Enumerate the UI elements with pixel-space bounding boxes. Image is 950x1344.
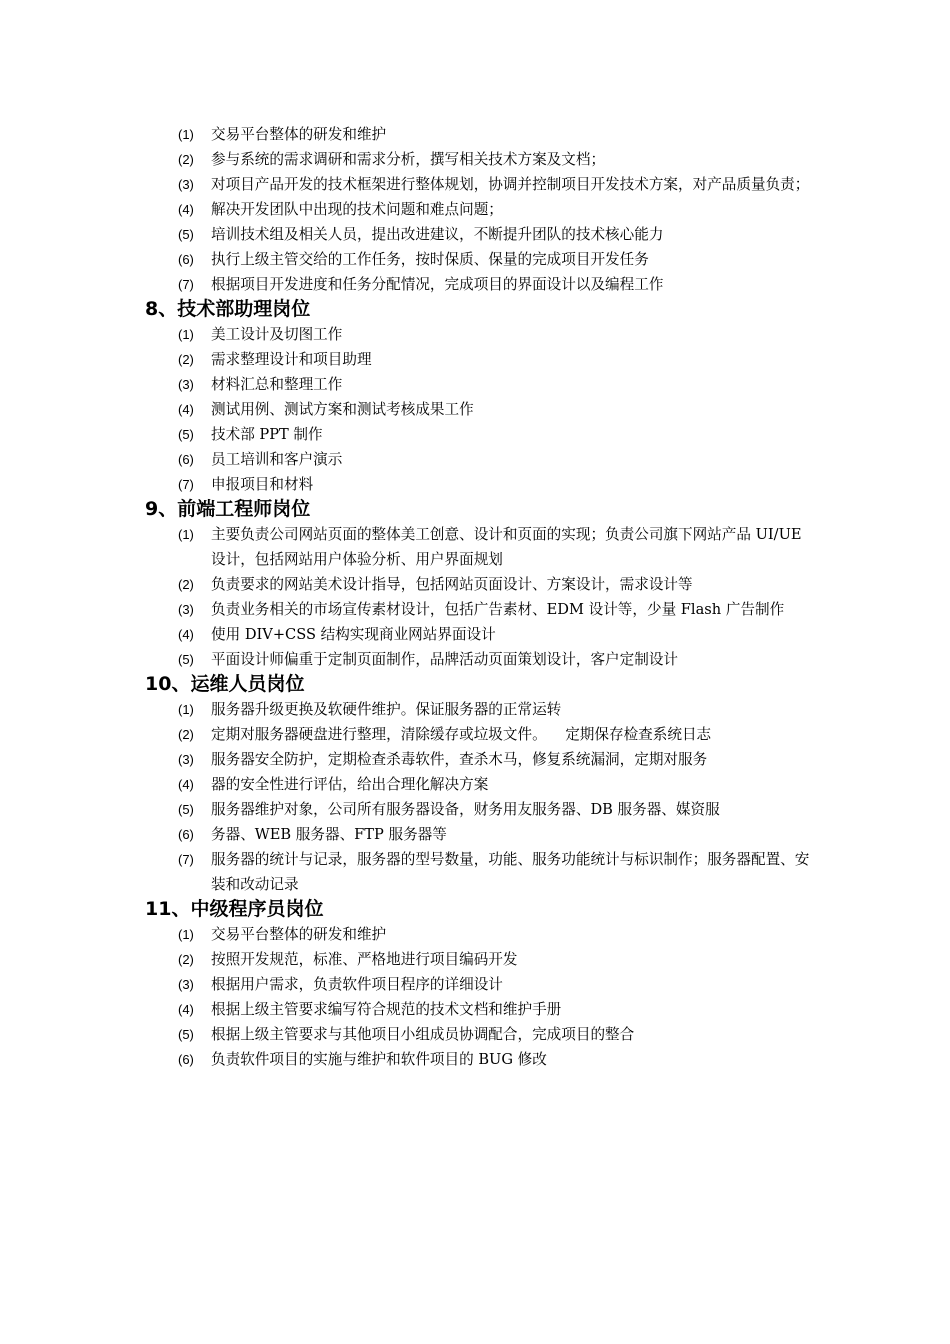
list-item (145, 147, 815, 172)
list-number: (1) (178, 127, 194, 142)
list-item (145, 597, 815, 622)
list-text: 负责业务相关的市场宣传素材设计，包括广告素材、EDM 设计等，少量 Flash 广告制作 (211, 601, 785, 618)
list-item (145, 947, 815, 972)
list-item (145, 572, 815, 597)
list-item (145, 972, 815, 997)
list-text: 美工设计及切图工作 (211, 326, 343, 343)
list-item (145, 922, 815, 947)
list-text: 负责要求的网站美术设计指导，包括网站页面设计、方案设计，需求设计等 (211, 576, 693, 593)
list-number: (2) (178, 727, 194, 742)
list-number: (3) (178, 752, 194, 767)
list-number: (1) (178, 702, 194, 717)
document-body (145, 122, 815, 1072)
list-text: 按照开发规范，标准、严格地进行项目编码开发 (211, 951, 518, 968)
section-heading: 9、前端工程师岗位 (145, 498, 311, 520)
list-number: (7) (178, 852, 194, 867)
list-item (145, 272, 815, 297)
section-heading: 11、中级程序员岗位 (145, 898, 324, 920)
list-number: (6) (178, 252, 194, 267)
list-text: 培训技术组及相关人员，提出改进建议，不断提升团队的技术核心能力 (211, 226, 664, 243)
list-text: 务器、WEB 服务器、FTP 服务器等 (211, 826, 447, 843)
list-item (145, 447, 815, 472)
list-text: 参与系统的需求调研和需求分析，撰写相关技术方案及文档； (211, 151, 606, 168)
list-text: 交易平台整体的研发和维护 (211, 926, 387, 943)
list-number: (4) (178, 402, 194, 417)
list-text: 使用 DIV+CSS 结构实现商业网站界面设计 (211, 626, 496, 643)
list-item (145, 122, 815, 147)
list-number: (3) (178, 602, 194, 617)
list-item (145, 997, 815, 1022)
list-item (145, 722, 815, 747)
intro-list (145, 122, 815, 297)
list-number: (7) (178, 277, 194, 292)
list-item (145, 1022, 815, 1047)
section-tech-assistant (145, 297, 815, 497)
list-number: (6) (178, 1052, 194, 1067)
section-frontend-engineer (145, 497, 815, 672)
list-number: (6) (178, 827, 194, 842)
list-item (145, 522, 815, 572)
list-text: 技术部 PPT 制作 (211, 426, 323, 443)
list-text: 根据上级主管要求编写符合规范的技术文档和维护手册 (211, 1001, 562, 1018)
list-text: 根据上级主管要求与其他项目小组成员协调配合，完成项目的整合 (211, 1026, 635, 1043)
list-text: 交易平台整体的研发和维护 (211, 126, 387, 143)
list-text: 需求整理设计和项目助理 (211, 351, 372, 368)
list-item (145, 747, 815, 772)
list-number: (5) (178, 802, 194, 817)
list-text: 负责软件项目的实施与维护和软件项目的 BUG 修改 (211, 1051, 547, 1068)
list-item (145, 172, 815, 197)
list-number: (3) (178, 377, 194, 392)
list-text: 主要负责公司网站页面的整体美工创意、设计和页面的实现；负责公司旗下网站产品 UI/UE 设计，包括网站用户体验分析、用户界面规划 (211, 526, 802, 568)
list-text: 平面设计师偏重于定制页面制作，品牌活动页面策划设计，客户定制设计 (211, 651, 679, 668)
list-item (145, 622, 815, 647)
list-item (145, 797, 815, 822)
section-ops-staff (145, 672, 815, 897)
list-number: (1) (178, 527, 194, 542)
list-text: 根据用户需求，负责软件项目程序的详细设计 (211, 976, 503, 993)
list-number: (4) (178, 202, 194, 217)
list-number: (5) (178, 652, 194, 667)
list-number: (5) (178, 227, 194, 242)
list-text: 服务器升级更换及软硬件维护。保证服务器的正常运转 (211, 701, 562, 718)
list-number: (2) (178, 152, 194, 167)
list-number: (4) (178, 1002, 194, 1017)
list-item (145, 847, 815, 897)
list-number: (5) (178, 427, 194, 442)
list-item (145, 347, 815, 372)
section-heading: 10、运维人员岗位 (145, 673, 305, 695)
list-number: (6) (178, 452, 194, 467)
list-item (145, 472, 815, 497)
list-text: 申报项目和材料 (211, 476, 314, 493)
list-number: (2) (178, 352, 194, 367)
list-item (145, 647, 815, 672)
list-number: (4) (178, 777, 194, 792)
list-number: (7) (178, 477, 194, 492)
section-mid-programmer (145, 897, 815, 1072)
list-item (145, 1047, 815, 1072)
list-text: 员工培训和客户演示 (211, 451, 343, 468)
list-text: 服务器的统计与记录，服务器的型号数量，功能、服务功能统计与标识制作；服务器配置、安装和改动记录 (211, 851, 810, 893)
list-text: 定期对服务器硬盘进行整理，清除缓存或垃圾文件。 定期保存检查系统日志 (211, 726, 712, 743)
list-number: (2) (178, 577, 194, 592)
list-text: 根据项目开发进度和任务分配情况，完成项目的界面设计以及编程工作 (211, 276, 664, 293)
list-item (145, 322, 815, 347)
list-number: (1) (178, 927, 194, 942)
list-item (145, 422, 815, 447)
list-number: (1) (178, 327, 194, 342)
list-number: (4) (178, 627, 194, 642)
list-number: (3) (178, 977, 194, 992)
list-item (145, 697, 815, 722)
list-item (145, 822, 815, 847)
list-text: 执行上级主管交给的工作任务，按时保质、保量的完成项目开发任务 (211, 251, 649, 268)
list-text: 服务器安全防护，定期检查杀毒软件，查杀木马，修复系统漏洞，定期对服务 (211, 751, 708, 768)
list-text: 对项目产品开发的技术框架进行整体规划，协调并控制项目开发技术方案，对产品质量负责； (211, 176, 810, 193)
list-item (145, 372, 815, 397)
list-text: 解决开发团队中出现的技术问题和难点问题； (211, 201, 503, 218)
list-item (145, 397, 815, 422)
list-text: 测试用例、测试方案和测试考核成果工作 (211, 401, 474, 418)
list-item (145, 197, 815, 222)
list-text: 服务器维护对象，公司所有服务器设备，财务用友服务器、DB 服务器、媒资服 (211, 801, 720, 818)
list-item (145, 247, 815, 272)
list-number: (2) (178, 952, 194, 967)
list-text: 器的安全性进行评估，给出合理化解决方案 (211, 776, 489, 793)
list-text: 材料汇总和整理工作 (211, 376, 343, 393)
list-number: (3) (178, 177, 194, 192)
list-number: (5) (178, 1027, 194, 1042)
list-item (145, 222, 815, 247)
list-item (145, 772, 815, 797)
section-heading: 8、技术部助理岗位 (145, 298, 311, 320)
